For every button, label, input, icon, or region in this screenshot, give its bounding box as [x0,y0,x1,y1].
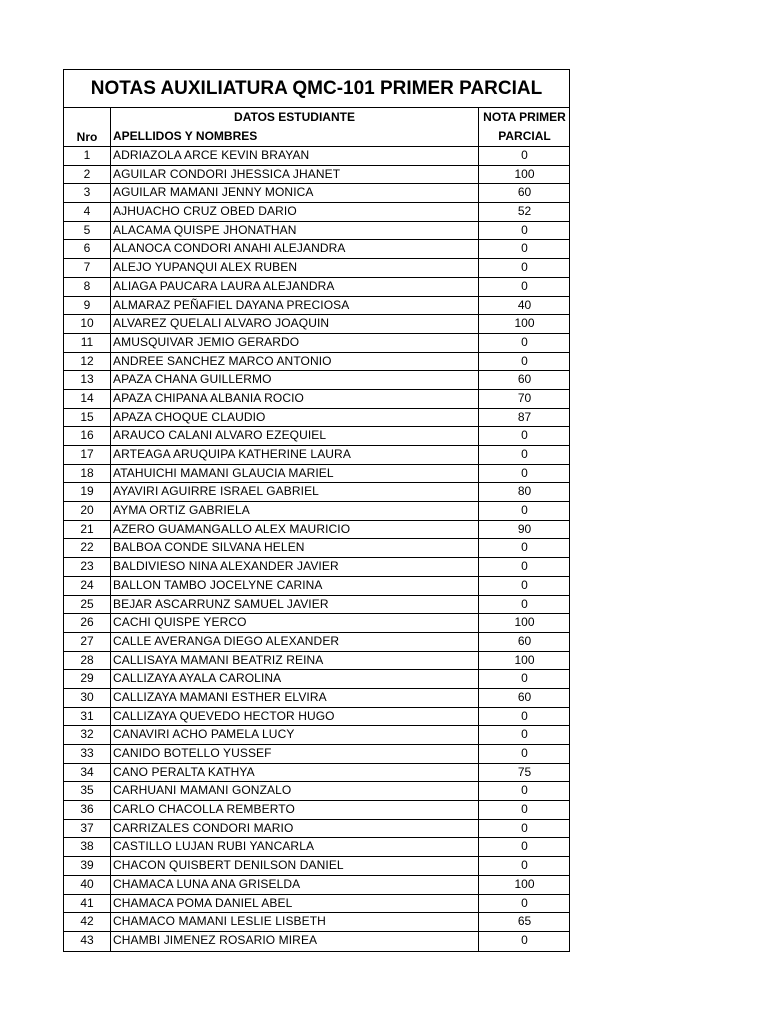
table-row [64,427,569,446]
student-name: CALLE AVERANGA DIEGO ALEXANDER [111,633,479,651]
student-name: APAZA CHIPANA ALBANIA ROCIO [111,390,479,408]
table-row [64,913,569,932]
grade-value: 0 [521,671,528,686]
table-row [64,203,569,222]
row-number: 37 [64,820,111,838]
grade-value: 0 [521,802,528,817]
table-row [64,614,569,633]
grade-value: 0 [521,241,528,256]
student-name: CALLIZAYA MAMANI ESTHER ELVIRA [111,689,479,707]
table-row [64,390,569,409]
table-row [64,409,569,428]
row-number: 19 [64,483,111,501]
student-name: ALANOCA CONDORI ANAHI ALEJANDRA [111,240,479,258]
student-name: AGUILAR MAMANI JENNY MONICA [111,184,479,202]
table-row [64,689,569,708]
row-number: 33 [64,745,111,763]
student-name: CARHUANI MAMANI GONZALO [111,782,479,800]
table-row [64,708,569,727]
student-name: AMUSQUIVAR JEMIO GERARDO [111,334,479,352]
grade-value: 0 [521,839,528,854]
table-row [64,876,569,895]
row-number: 39 [64,857,111,875]
grade-value: 65 [517,914,532,929]
row-number: 26 [64,614,111,632]
student-name: CHAMACA LUNA ANA GRISELDA [111,876,479,894]
student-name: CHAMACA POMA DANIEL ABEL [111,895,479,913]
header-student-cell [111,108,479,146]
row-number: 31 [64,708,111,726]
row-number: 28 [64,652,111,670]
student-name: BEJAR ASCARRUNZ SAMUEL JAVIER [111,596,479,614]
grade-value: 0 [521,334,528,349]
table-row [64,652,569,671]
table-row [64,184,569,203]
student-name: ANDREE SANCHEZ MARCO ANTONIO [111,353,479,371]
grade-value: 100 [514,652,535,667]
table-body [64,147,569,951]
grade-value: 100 [514,316,535,331]
grade-value: 60 [517,372,532,387]
grade-value: 0 [521,858,528,873]
student-name: CALLIZAYA QUEVEDO HECTOR HUGO [111,708,479,726]
row-number: 15 [64,409,111,427]
row-number: 9 [64,297,111,315]
grade-value: 0 [521,465,528,480]
row-number: 5 [64,222,111,240]
row-number: 17 [64,446,111,464]
grade-value: 0 [521,820,528,835]
row-number: 43 [64,932,111,951]
row-number: 16 [64,427,111,445]
student-name: ATAHUICHI MAMANI GLAUCIA MARIEL [111,465,479,483]
student-name: ARAUCO CALANI ALVARO EZEQUIEL [111,427,479,445]
grade-value: 0 [521,260,528,275]
table-row [64,857,569,876]
grade-value: 87 [517,409,532,424]
student-name: AYAVIRI AGUIRRE ISRAEL GABRIEL [111,483,479,501]
row-number: 4 [64,203,111,221]
table-row [64,465,569,484]
row-number: 24 [64,577,111,595]
header-nro-cell [64,108,111,146]
table-row [64,521,569,540]
table-row [64,278,569,297]
table-row [64,446,569,465]
grade-value: 0 [521,503,528,518]
table-row [64,838,569,857]
grade-value: 0 [521,895,528,910]
row-number: 1 [64,147,111,165]
row-number: 18 [64,465,111,483]
grade-value: 0 [521,428,528,443]
table-row [64,166,569,185]
grade-value: 0 [521,278,528,293]
table-row [64,782,569,801]
row-number: 8 [64,278,111,296]
table-row [64,820,569,839]
table-header [64,108,569,147]
row-number: 14 [64,390,111,408]
student-name: CHAMBI JIMENEZ ROSARIO MIREA [111,932,479,951]
grade-value: 0 [521,596,528,611]
grade-value: 100 [514,166,535,181]
row-number: 35 [64,782,111,800]
header-names: APELLIDOS Y NOMBRES [113,129,258,143]
table-row [64,895,569,914]
grade-value: 0 [521,353,528,368]
table-title: NOTAS AUXILIATURA QMC-101 PRIMER PARCIAL [64,70,569,108]
row-number: 3 [64,184,111,202]
table-row [64,297,569,316]
row-number: 38 [64,838,111,856]
header-nro: Nro [76,130,98,144]
table-row [64,222,569,241]
grades-table [63,69,570,952]
table-row [64,670,569,689]
table-row [64,932,569,951]
grade-value: 0 [521,708,528,723]
table-row [64,240,569,259]
row-number: 6 [64,240,111,258]
row-number: 30 [64,689,111,707]
student-name: ALMARAZ PEÑAFIEL DAYANA PRECIOSA [111,297,479,315]
row-number: 22 [64,539,111,557]
table-row [64,147,569,166]
grade-value: 0 [521,577,528,592]
grade-value: 60 [517,689,532,704]
table-row [64,483,569,502]
grade-value: 0 [521,932,528,947]
student-name: CALLISAYA MAMANI BEATRIZ REINA [111,652,479,670]
student-name: ARTEAGA ARUQUIPA KATHERINE LAURA [111,446,479,464]
row-number: 40 [64,876,111,894]
student-name: CASTILLO LUJAN RUBI YANCARLA [111,838,479,856]
grade-value: 100 [514,876,535,891]
student-name: ALEJO YUPANQUI ALEX RUBEN [111,259,479,277]
grade-value: 0 [521,746,528,760]
grade-value: 0 [521,559,528,574]
student-name: BALDIVIESO NINA ALEXANDER JAVIER [111,558,479,576]
table-row [64,801,569,820]
table-row [64,764,569,783]
grade-value: 75 [517,764,532,779]
student-name: AZERO GUAMANGALLO ALEX MAURICIO [111,521,479,539]
student-name: CALLIZAYA AYALA CAROLINA [111,670,479,688]
student-name: CHAMACO MAMANI LESLIE LISBETH [111,913,479,931]
student-name: ALACAMA QUISPE JHONATHAN [111,222,479,240]
table-row [64,539,569,558]
row-number: 41 [64,895,111,913]
student-name: ALIAGA PAUCARA LAURA ALEJANDRA [111,278,479,296]
row-number: 11 [64,334,111,352]
grade-value: 0 [521,222,528,237]
table-row [64,745,569,764]
row-number: 32 [64,726,111,744]
student-name: AYMA ORTIZ GABRIELA [111,502,479,520]
grade-value: 52 [517,204,532,219]
student-name: AGUILAR CONDORI JHESSICA JHANET [111,166,479,184]
grade-value: 0 [521,148,528,162]
row-number: 23 [64,558,111,576]
grade-value: 90 [517,521,532,536]
header-group: DATOS ESTUDIANTE [234,110,355,124]
row-number: 21 [64,521,111,539]
table-row [64,633,569,652]
table-row [64,259,569,278]
grade-value: 70 [517,390,532,405]
student-name: BALLON TAMBO JOCELYNE CARINA [111,577,479,595]
student-name: CARRIZALES CONDORI MARIO [111,820,479,838]
row-number: 34 [64,764,111,782]
student-name: ADRIAZOLA ARCE KEVIN BRAYAN [111,147,479,165]
student-name: CANIDO BOTELLO YUSSEF [111,745,479,763]
row-number: 12 [64,353,111,371]
grade-value: 60 [517,185,532,200]
row-number: 25 [64,596,111,614]
grade-value: 0 [521,727,528,742]
row-number: 42 [64,913,111,931]
grade-value: 40 [517,297,532,312]
table-row [64,726,569,745]
table-row [64,502,569,521]
row-number: 10 [64,315,111,333]
row-number: 2 [64,166,111,184]
row-number: 13 [64,371,111,389]
student-name: BALBOA CONDE SILVANA HELEN [111,539,479,557]
grade-value: 100 [514,615,535,630]
table-row [64,353,569,372]
table-row [64,577,569,596]
student-name: ALVAREZ QUELALI ALVARO JOAQUIN [111,315,479,333]
student-name: CHACON QUISBERT DENILSON DANIEL [111,857,479,875]
row-number: 20 [64,502,111,520]
table-row [64,315,569,334]
student-name: CANO PERALTA KATHYA [111,764,479,782]
student-name: APAZA CHOQUE CLAUDIO [111,409,479,427]
student-name: AJHUACHO CRUZ OBED DARIO [111,203,479,221]
row-number: 36 [64,801,111,819]
table-row [64,334,569,353]
table-row [64,558,569,577]
table-row [64,371,569,390]
grade-value: 0 [521,540,528,555]
student-name: APAZA CHANA GUILLERMO [111,371,479,389]
row-number: 27 [64,633,111,651]
header-grade: NOTA PRIMER PARCIAL [483,110,566,143]
table-row [64,596,569,615]
grade-value: 0 [521,783,528,798]
grade-value: 60 [517,633,532,648]
row-number: 29 [64,670,111,688]
row-number: 7 [64,259,111,277]
student-name: CARLO CHACOLLA REMBERTO [111,801,479,819]
grade-value: 0 [521,447,528,461]
student-name: CANAVIRI ACHO PAMELA LUCY [111,726,479,744]
grade-value: 80 [517,484,532,499]
student-name: CACHI QUISPE YERCO [111,614,479,632]
